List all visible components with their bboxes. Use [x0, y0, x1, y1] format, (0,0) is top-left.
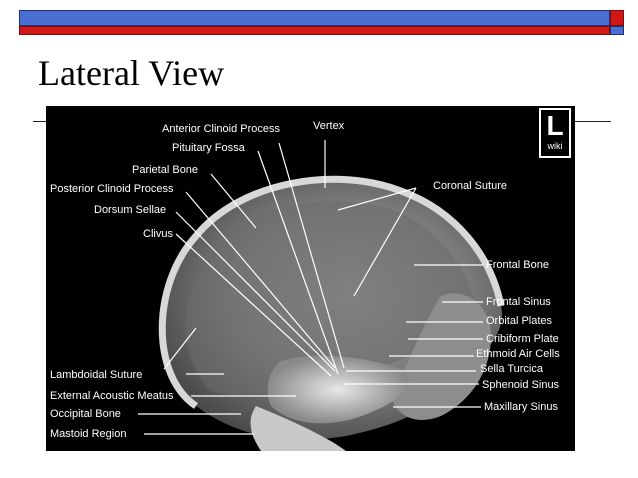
- label-mastoid-region: Mastoid Region: [50, 428, 127, 440]
- label-dorsum-sellae: Dorsum Sellae: [94, 204, 167, 216]
- label-lambdoidal-suture: Lambdoidal Suture: [50, 369, 143, 381]
- label-cribiform-plate: Cribiform Plate: [486, 333, 559, 345]
- lwiki-logo: [539, 108, 571, 158]
- header-bar-red: [19, 26, 610, 35]
- label-clivus: Clivus: [143, 228, 173, 240]
- label-posterior-clinoid-process: Posterior Clinoid Process: [50, 183, 174, 195]
- label-frontal-bone: Frontal Bone: [486, 259, 549, 271]
- header-bar-blue: [19, 10, 610, 26]
- label-sella-turcica: Sella Turcica: [480, 363, 543, 375]
- header-corner-blue: [610, 26, 624, 35]
- title-rule-right: [575, 121, 611, 122]
- label-ethmoid-air-cells: Ethmoid Air Cells: [476, 348, 560, 360]
- xray-image: [46, 106, 575, 451]
- label-occipital-bone: Occipital Bone: [50, 408, 121, 420]
- logo-letter: L: [546, 110, 564, 141]
- label-parietal-bone: Parietal Bone: [132, 164, 199, 176]
- label-external-acoustic-meatus: External Acoustic Meatus: [50, 390, 174, 402]
- label-sphenoid-sinus: Sphenoid Sinus: [482, 379, 560, 391]
- logo-word: wiki: [547, 141, 563, 151]
- label-maxillary-sinus: Maxillary Sinus: [484, 401, 558, 413]
- title-rule-left: [33, 121, 46, 122]
- label-pituitary-fossa: Pituitary Fossa: [172, 142, 245, 154]
- label-coronal-suture: Coronal Suture: [433, 180, 507, 192]
- label-frontal-sinus: Frontal Sinus: [486, 296, 551, 308]
- label-anterior-clinoid-process: Anterior Clinoid Process: [162, 123, 280, 135]
- label-orbital-plates: Orbital Plates: [486, 315, 553, 327]
- header-corner-red: [610, 10, 624, 26]
- label-vertex: Vertex: [313, 120, 345, 132]
- slide-title: Lateral View: [38, 53, 225, 93]
